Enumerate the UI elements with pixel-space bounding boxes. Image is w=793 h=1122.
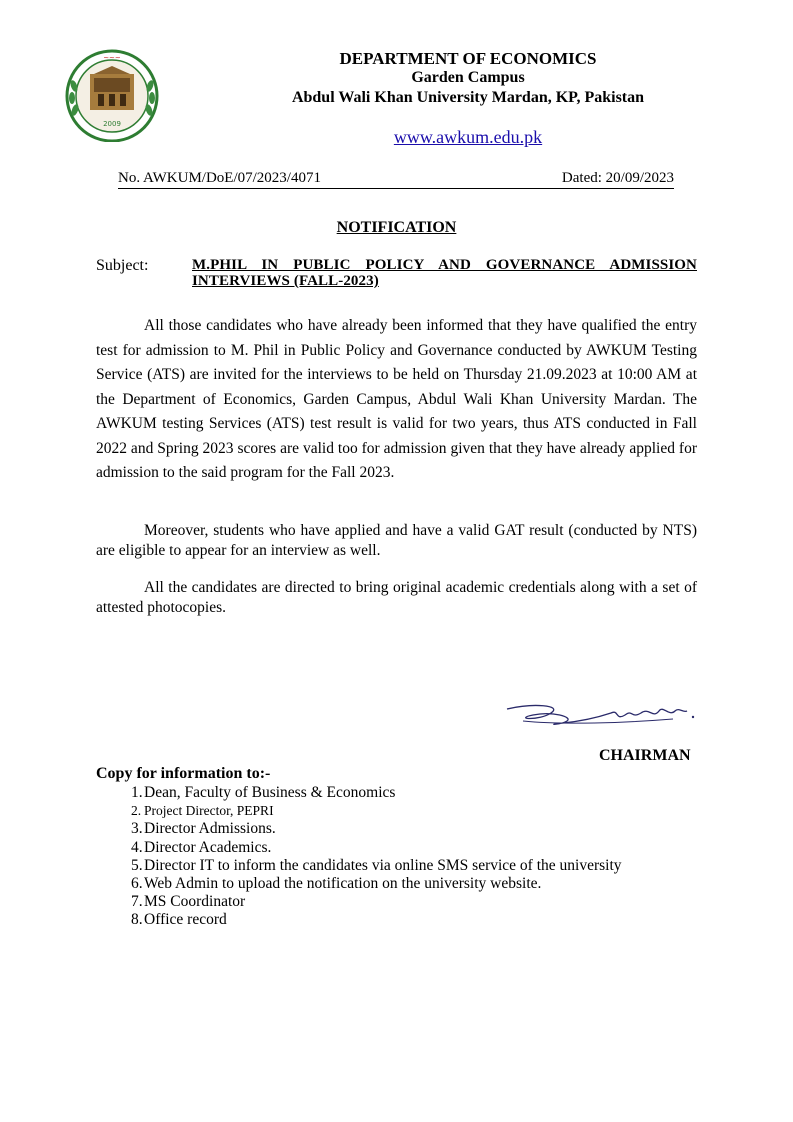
list-item: 8.Office record (131, 911, 227, 929)
logo-year: 2009 (103, 120, 121, 128)
reference-number: No. AWKUM/DoE/07/2023/4071 (118, 170, 321, 186)
list-item: 6.Web Admin to upload the notification on the university website. (131, 874, 542, 892)
logo-script: ~~~ (103, 54, 121, 62)
university-name: Abdul Wali Khan University Mardan, KP, Pakistan (291, 89, 645, 106)
copy-heading: Copy for information to:- (96, 765, 271, 782)
subject-text: M.PHIL IN PUBLIC POLICY AND GOVERNANCE ADMISSION INTERVIEWS (FALL-2023) (192, 257, 697, 289)
notification-title-text: NOTIFICATION (336, 219, 457, 236)
copy-list (96, 784, 622, 930)
signature (503, 697, 703, 731)
list-item: 1.Dean, Faculty of Business & Economics (131, 784, 396, 801)
list-item: 5.Director IT to inform the candidates via online SMS service of the university (131, 856, 622, 874)
paragraph-interview-info: All those candidates who have already been informed that they have qualified the entry test for admission to M. Phil in Public Policy and Governance conducted by AWKUM Testing Service (ATS) are invited for the interviews to be held on Thursday 21.09.2023 at 10:00 AM at the Department of Economics, Garden Campus, Abdul Wali Khan University Mardan. The AWKUM testing Services (ATS) test result is valid for two years, thus ATS conducted in Fall 2022 and Spring 2023 scores are valid too for admission given that they have already applied for admission to the said program for the Fall 2023. (96, 317, 697, 481)
signatory-title: CHAIRMAN (599, 747, 691, 764)
reference-line (118, 170, 674, 189)
university-logo (60, 46, 164, 142)
department-title: DEPARTMENT OF ECONOMICS (339, 49, 597, 68)
list-item: 3.Director Admissions. (131, 820, 276, 838)
reference-date: Dated: 20/09/2023 (561, 170, 674, 186)
paragraph-gat-eligibility: Moreover, students who have applied and have a valid GAT result (conducted by NTS) are eligible to appear for an interview as well. (96, 522, 697, 559)
campus-name: Garden Campus (411, 69, 525, 86)
notification-title (0, 219, 793, 237)
list-item: 2. Project Director, PEPRI (131, 803, 274, 819)
list-item: 7.MS Coordinator (131, 893, 246, 911)
paragraph-credentials: All the candidates are directed to bring original academic credentials along with a set of attested photocopies. (96, 579, 697, 616)
subject-label: Subject: (96, 257, 149, 274)
list-item: 4.Director Academics. (131, 838, 272, 856)
website-link[interactable]: www.awkum.edu.pk (393, 127, 543, 147)
